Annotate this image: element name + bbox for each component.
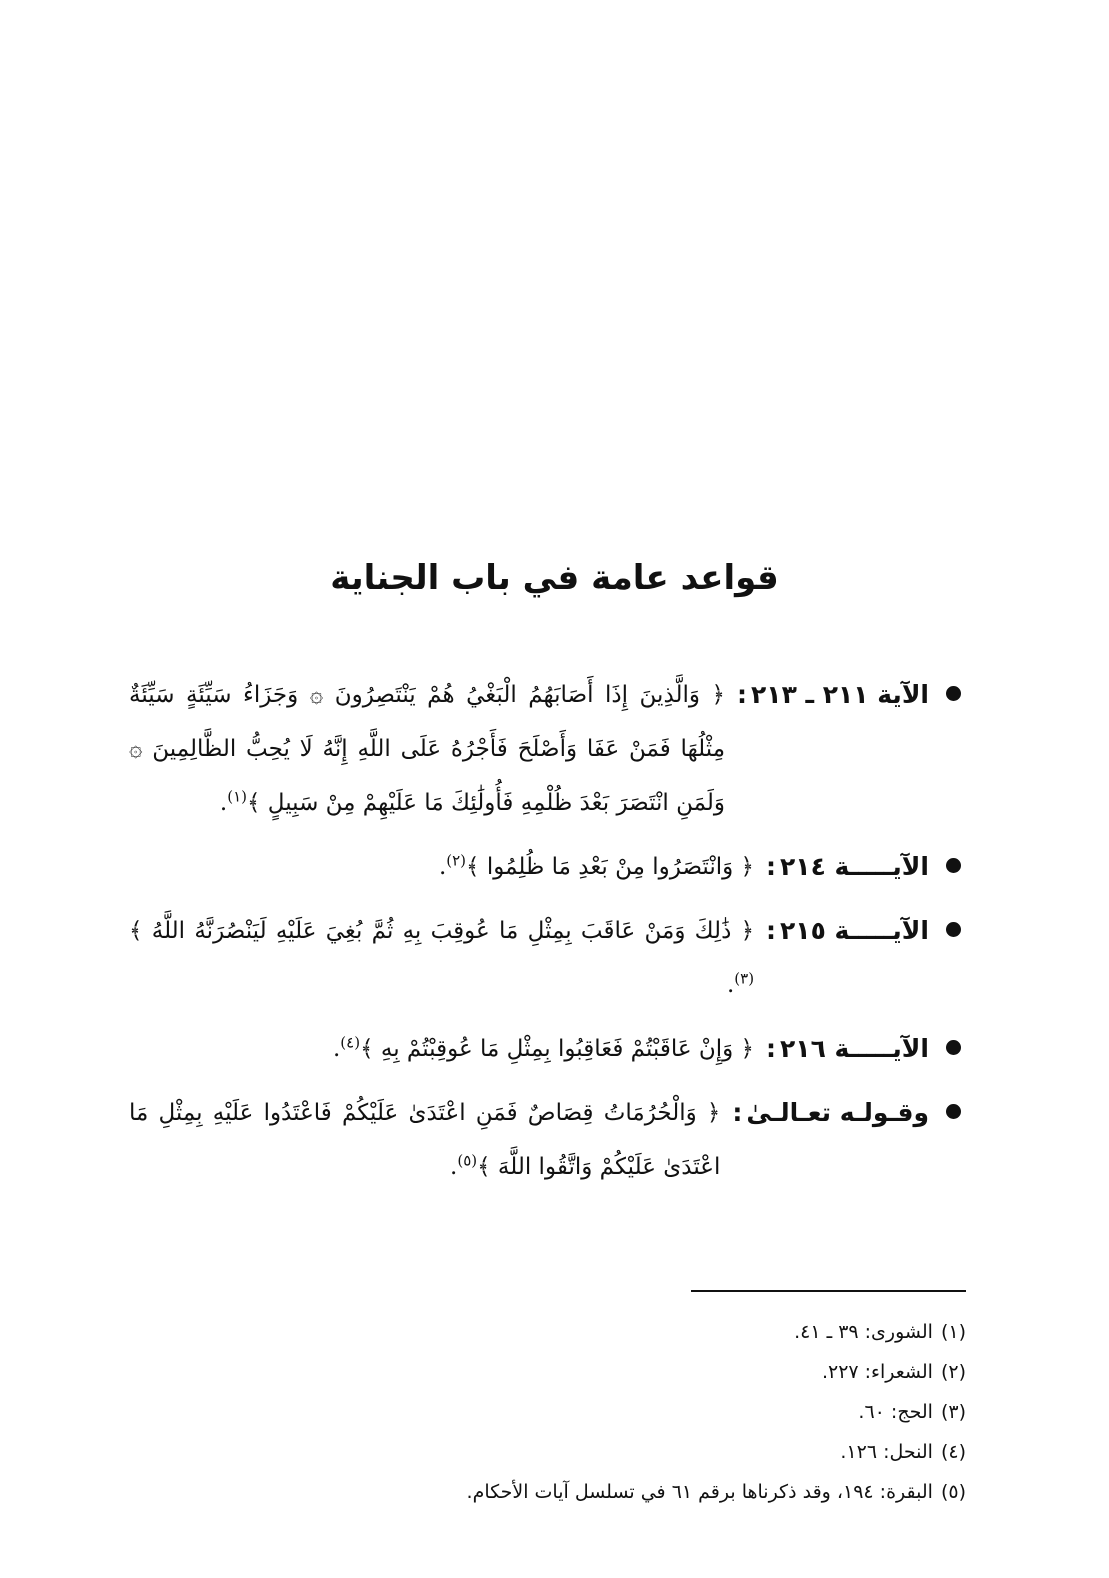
footnote-ref: (٢) bbox=[446, 851, 467, 870]
verse-item bbox=[129, 668, 929, 830]
footnote bbox=[140, 1312, 966, 1352]
verse-label: الآيـــــة ٢١٤: bbox=[766, 852, 929, 881]
footnote-number: (٥) bbox=[940, 1481, 966, 1503]
verse-list bbox=[129, 668, 929, 1204]
footnote-ref: (٣) bbox=[734, 969, 755, 988]
verse-text: ﴿ وَإِنْ عَاقَبْتُمْ فَعَاقِبُوا بِمِثْلِ مَا عُوقِبْتُمْ بِهِ ﴾$^{(٤)}$. bbox=[332, 1033, 755, 1062]
footnote-text: النحل: ١٢٦. bbox=[840, 1441, 933, 1463]
footnote-divider bbox=[691, 1290, 966, 1292]
footnote bbox=[140, 1472, 966, 1512]
page-title: قواعد عامة في باب الجناية bbox=[330, 558, 779, 598]
footnote-text: البقرة: ١٩٤، وقد ذكرناها برقم ٦١ في تسلسل آيات الأحكام. bbox=[466, 1481, 933, 1503]
verse-text: ﴿ وَالْحُرُمَاتُ قِصَاصٌ فَمَنِ اعْتَدَىٰ عَلَيْكُمْ فَاعْتَدُوا عَلَيْهِ بِمِثْلِ مَا اعْتَدَىٰ عَلَيْكُمْ وَاتَّقُوا اللَّهَ ﴾$^{(٥)}$. bbox=[129, 1100, 721, 1180]
verse-text: ﴿ وَالَّذِينَ إِذَا أَصَابَهُمُ الْبَغْيُ هُمْ يَنْتَصِرُونَ ۞ وَجَزَاءُ سَيِّئَةٍ سَيِّئَةٌ مِثْلُهَا فَمَنْ عَفَا وَأَصْلَحَ فَأَجْرُهُ عَلَى اللَّهِ إِنَّهُ لَا يُحِبُّ الظَّالِمِينَ ۞ وَلَمَنِ انْتَصَرَ بَعْدَ ظُلْمِهِ فَأُولَٰئِكَ مَا عَلَيْهِمْ مِنْ سَبِيلٍ ﴾$^{(١)}$. bbox=[129, 682, 726, 816]
footnote-text: الحج: ٦٠. bbox=[858, 1401, 933, 1423]
footnote bbox=[140, 1392, 966, 1432]
footnote bbox=[140, 1432, 966, 1472]
footnote-ref: (١) bbox=[227, 787, 247, 806]
verse-item bbox=[129, 904, 929, 1012]
footnote-ref: (٤) bbox=[340, 1033, 361, 1052]
bullet-icon bbox=[946, 1104, 961, 1119]
bullet-icon bbox=[946, 858, 961, 873]
verse-item bbox=[129, 840, 929, 894]
verse-text: ﴿ وَانْتَصَرُوا مِنْ بَعْدِ مَا ظُلِمُوا ﴾$^{(٢)}$. bbox=[438, 851, 755, 880]
bullet-icon bbox=[946, 686, 961, 701]
verse-label: الآيـــــة ٢١٥: bbox=[766, 916, 929, 945]
verse-label: الآيـــــة ٢١٦: bbox=[766, 1034, 929, 1063]
bullet-icon bbox=[946, 1040, 961, 1055]
verse-item bbox=[129, 1086, 929, 1194]
bullet-icon bbox=[946, 922, 961, 937]
footnote bbox=[140, 1352, 966, 1392]
verse-label: الآية ٢١١ ـ ٢١٣: bbox=[737, 680, 929, 709]
verse-item bbox=[129, 1022, 929, 1076]
footnote-list bbox=[140, 1312, 966, 1512]
verse-text: ﴿ ذَٰلِكَ وَمَنْ عَاقَبَ بِمِثْلِ مَا عُوقِبَ بِهِ ثُمَّ بُغِيَ عَلَيْهِ لَيَنْصُرَنَّهُ اللَّهُ ﴾$^{(٣)}$. bbox=[129, 918, 755, 998]
footnote-number: (٤) bbox=[940, 1441, 966, 1463]
footnote-ref: (٥) bbox=[457, 1151, 478, 1170]
verse-label: وقـولـه تعـالـىٰ: bbox=[732, 1098, 929, 1127]
footnote-number: (٢) bbox=[940, 1361, 966, 1383]
footnote-text: الشعراء: ٢٢٧. bbox=[821, 1361, 933, 1383]
footnote-text: الشورى: ٣٩ ـ ٤١. bbox=[794, 1321, 933, 1343]
footnote-number: (٣) bbox=[940, 1401, 966, 1423]
footnote-number: (١) bbox=[940, 1321, 966, 1343]
